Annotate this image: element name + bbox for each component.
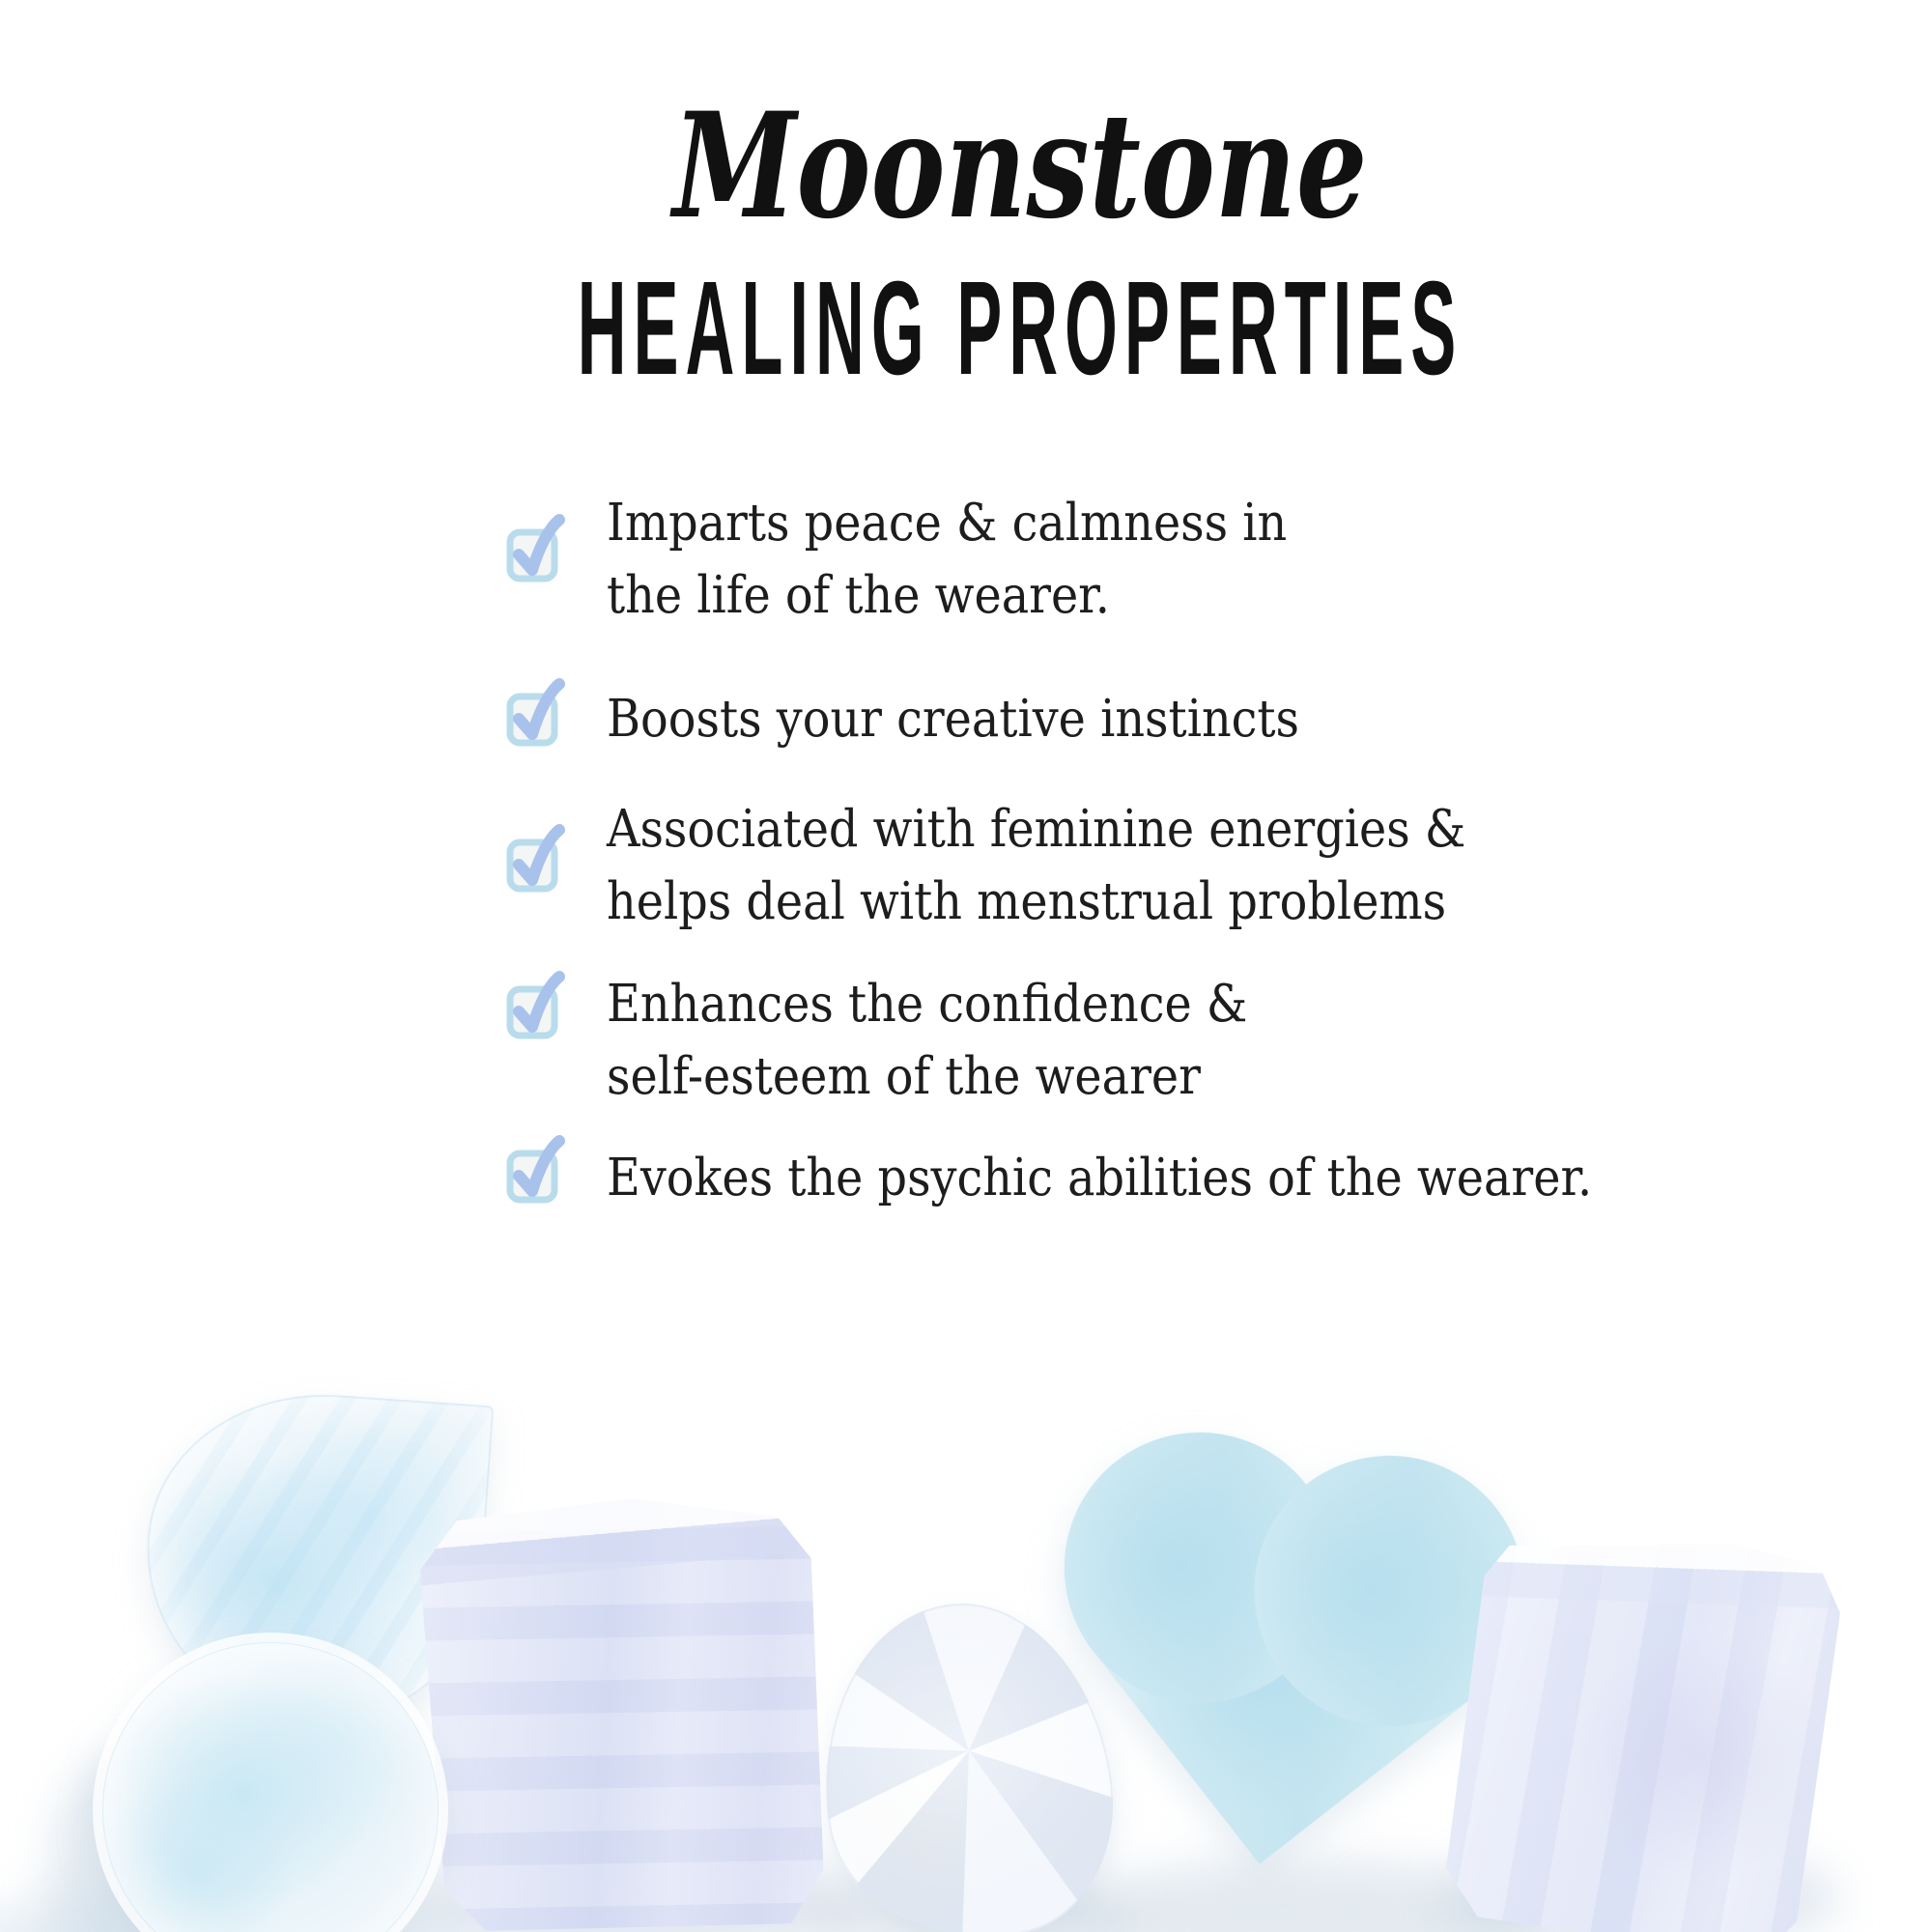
property-line: the life of the wearer. xyxy=(607,566,1110,625)
page-title: Moonstone xyxy=(672,81,1368,251)
moonstone-emerald-cut-image xyxy=(417,1490,831,1932)
property-line: Evokes the psychic abilities of the wearer. xyxy=(607,1149,1593,1208)
checkbox-checked-icon xyxy=(502,675,576,749)
moonstone-emerald-cut-image xyxy=(1440,1518,1846,1932)
page-subtitle: HEALING PROPERTIES xyxy=(577,254,1463,403)
property-text xyxy=(607,968,1247,1113)
property-text xyxy=(607,793,1465,938)
checkbox-checked-icon xyxy=(502,968,576,1041)
property-text xyxy=(607,487,1287,632)
checkbox-checked-icon xyxy=(502,511,576,584)
property-line: Boosts your creative instincts xyxy=(607,690,1300,749)
heart-shape xyxy=(1093,1485,1472,1864)
property-line: helps deal with menstrual problems xyxy=(607,872,1447,931)
checkbox-checked-icon xyxy=(502,1132,576,1206)
property-line: Associated with feminine energies & xyxy=(607,800,1466,859)
property-line: self-esteem of the wearer xyxy=(607,1047,1201,1106)
property-line: Enhances the confidence & xyxy=(607,975,1248,1034)
property-line: Imparts peace & calmness in xyxy=(607,494,1288,553)
property-text xyxy=(607,683,1299,755)
checkbox-checked-icon xyxy=(502,821,576,895)
property-text xyxy=(607,1142,1592,1214)
